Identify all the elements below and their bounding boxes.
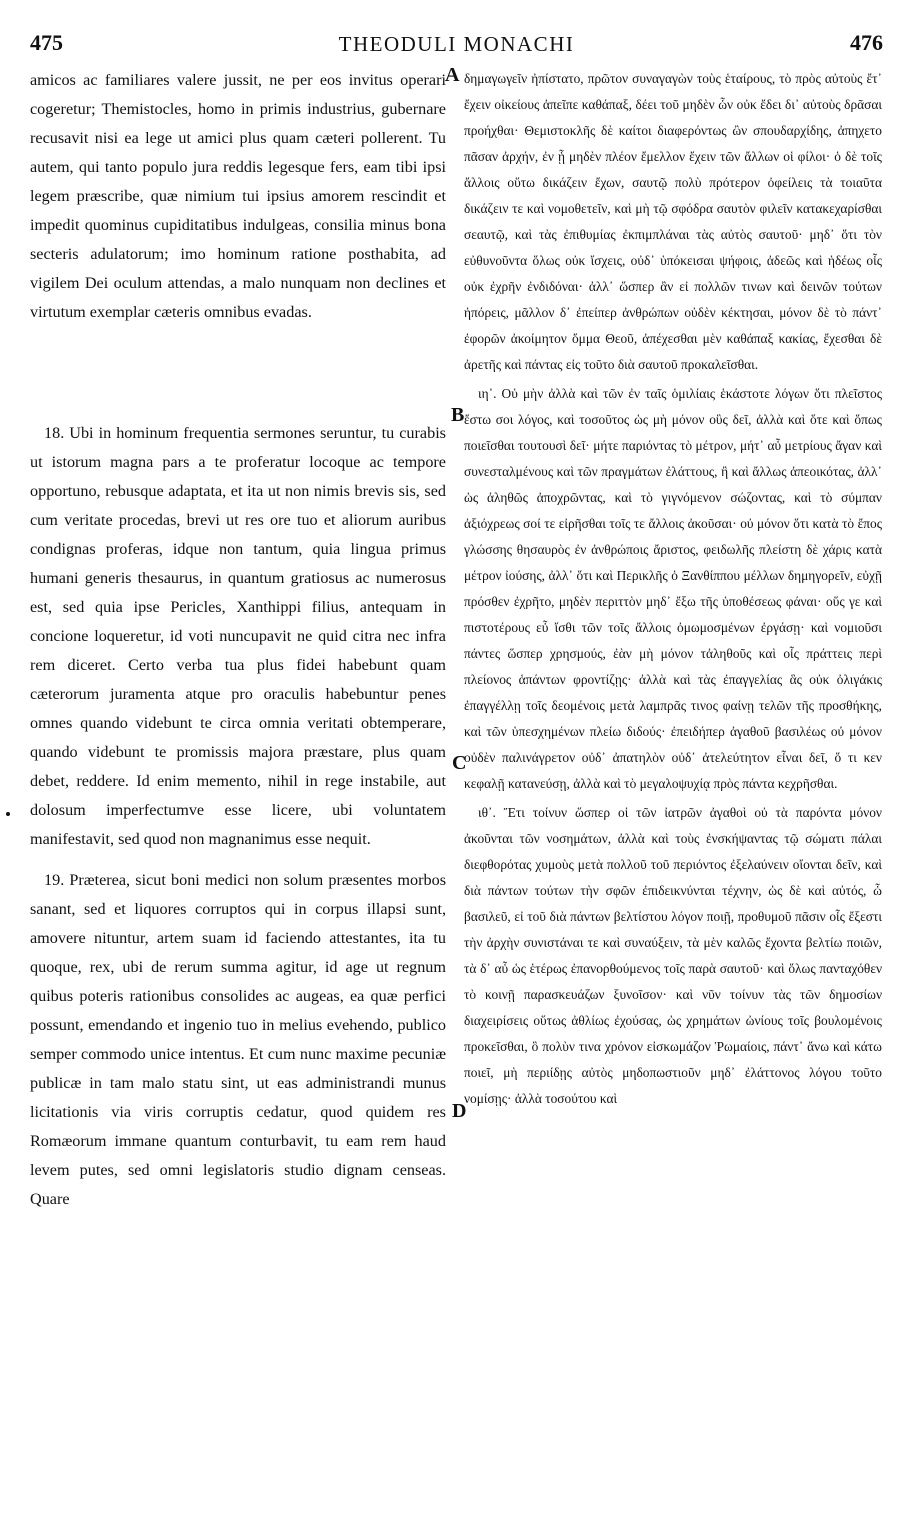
latin-paragraph-19: 19. Præterea, sicut boni medici non solum præsentes morbos sanant, sed et liquores corruptos qui in corpus illapsi sunt, amovere nituntur, artem suam id faciendo attestantes, ita tu quoque, rex, ubi de rerum summa agitur, id age ut regnum quibus poteris rationibus consolides ac augeas, ea quæ perfici possunt, emendando et ingenio tuo in melius evehendo, publico semper commodo unice intentus. Et cum nunc maxime pecuniæ publicæ in tam malo statu sint, ut eas administrandi munus licitationis via viris corruptis cedatur, quod quidem res Romæorum immane quantum conturbavit, tu eam rem haud levem putes, sed omni legislatoris studio dignam censeas. Quare <box>30 871 446 1208</box>
latin-column <box>30 66 446 1214</box>
stray-ink-dot <box>6 812 10 816</box>
latin-paragraph-18: 18. Ubi in hominum frequentia sermones seruntur, tu curabis ut istorum magna pars a te proferatur locoque ac tempore opportuno, rebusque adaptata, et ita ut non nimis brevis sis, sed cum veritate procedas, brevi ut res ore tuo et aliorum auribus condignas proferas, idque non tantum, quia lingua primus humani generis thesaurus, in quantum gratiosus ac numerosus est, sed quia ipse Pericles, Xanthippi filius, antequam in concione loqueretur, id voti nuncupavit ne quid citra nec infra rem diceret. Certo verba tua plus fidei habebunt quam cæterorum juramenta atque pro oraculis habebuntur penes omnes quando videbunt te circa omnia veritati obtemperare, quando videbunt te promissis majora præstare, plus quam debet, reddere. Id enim memento, nihil in rege instabile, aut dolosum imperfectumve esse licere, ubi voluntatem manifestavit, sed quod non magnanimus esse nequit. <box>30 424 446 848</box>
greek-paragraph-17-end: δημαγωγεῖν ἠπίστατο, πρῶτον συναγαγὼν τοὺς ἑταίρους, τὸ πρὸς αὐτοὺς ἔτ᾽ ἔχειν οἰκείους ἀπεῖπε καθάπαξ, δέει τοῦ μηδὲν ὧν οὐκ ἔδει δι᾽ αὐτοὺς δρᾶσαι προήχθαι· Θεμιστοκλῆς δὲ καίτοι διαφερόντως ὢν σπουδαρχίδης, ἀπηχετο πᾶσαν ἀρχήν, ἐν ᾗ μηδὲν πλέον ἔμελλον ἔχειν τῶν ἄλλων οἱ φίλοι· ὁ δὲ τοῖς ἄλλοις οὕτω δικάζειν ἔχων, σαυτῷ πολὺ πρότερον ὀφείλεις τὰ τοιαῦτα δικάζειν τε καὶ νομοθετεῖν, καὶ μὴ τῷ σφόδρα σαυτὸν φιλεῖν κατακεχαρίσθαι σεαυτῷ, καὶ τὰς ἐπιθυμίας ἐκπιμπλάναι τὰς αὐτὸς σαυτοῦ· μηδ᾽ ὅτι τὸν εὐθυνοῦντα ὅλως οὐκ ἴσχεις, οὐδ᾽ ὑπόκεισαι ψήφοις, ἀδεῶς καὶ ἡδέως οἷς οὐκ ἐχρῆν ἐνδιδόναι· ἀλλ᾽ ὥσπερ ἂν εἰ πολλῶν τινων καὶ δεινῶν τούτων ἠπόρεις, μᾶλλον δ᾽ ἐπείπερ ἀνθρώπων οὐδὲν κέκτησαι, μόνον δὲ τὸ πάντ᾽ ἐφορῶν ἀκοίμητον ὄμμα Θεοῦ, ἀπέχεσθαι μὲν καθάπαξ κακίας, ἔχεσθαι δὲ ἀρετῆς καὶ πάντας εἰς τοῦτο διὰ σαυτοῦ προκαλεῖσθαι. <box>464 71 882 372</box>
margin-marker-b: B <box>451 404 465 426</box>
greek-paragraph-18: ιη᾽. Οὐ μὴν ἀλλὰ καὶ τῶν ἐν ταῖς ὁμιλίαις ἑκάστοτε λόγων ὅτι πλεῖστος ἔστω σοι λόγος, καὶ τοσοῦτος ὡς μὴ μόνον οὓς δεῖ, ἀλλὰ καὶ ὅτε καὶ ὅπως ποιεῖσθαι τουτουσὶ δεῖ· μήτε παριόντας τὸ μέτρον, μήτ᾽ αὖ μετρίους ἄγαν καὶ συνεσταλμένους καὶ τῶν πραγμάτων ἐλάττους, ἢ καὶ ἄλλως ἀπεοικότας, ἀλλ᾽ ὡς ἀληθῶς ἀποχρῶντας, καὶ τὸ γιγνόμενον σώζοντας, καὶ τὸ σύμπαν ἀξιόχρεως σοί τε εἰρῆσθαι τοῖς τε ἄλλοις ἀκοῦσαι· οὐ μόνον ὅτι κατὰ τὸ ἔπος γλώσσης θησαυρὸς ἐν ἀνθρώποις ἄριστος, φειδωλῆς πλείστη δὲ χάρις κατὰ μέτρον ἰούσης, ἀλλ᾽ ὅτι καὶ Περικλῆς ὁ Ξανθίππου μέλλων δημηγορεῖν, εὐχῇ πρόσθεν ἐχρῆτο, μηδὲν περιττὸν μηδ᾽ ἔξω τῆς ὑποθέσεως φάναι· οὕς γε καὶ πιστοτέρους εὖ ἴσθι τῶν τοῖς ἄλλοις ὀμωμοσμένων ἐργάσῃ· καὶ νομιοῦσι πάντες ὥσπερ χρησμούς, ἐὰν μὴ μόνον τἀληθοῦς καὶ οἷς πράττεις περὶ πλείονος ἁπάντων φροντίζῃς· ἀλλὰ καὶ τὰς ἐπαγγελίας ἃς οὐκ ὀλιγάκις ἐπαγγέλλῃ τοῖς δεομένοις μετὰ λαμπρᾶς τινος φαίνῃ τελῶν τῆς προσθήκης, καὶ τῶν ὑπεσχημένων πλείω διδούς· ἐπειδήπερ ἀγαθοῦ βασιλέως οὐ μόνον οὐδὲν παλινάγρετον οὐδ᾽ ἀπατηλὸν οὐδ᾽ ἀτελεύτητον εἶναι δεῖ, ὅ τι κεν κεφαλῇ κατανεύσῃ, ἀλλὰ καὶ τὸ μεγαλοψυχίᾳ πρὸς πάντα κεχρῆσθαι. <box>464 386 882 791</box>
bottom-margin <box>0 1490 913 1540</box>
running-title: THEODULI MONACHI <box>338 32 575 56</box>
page-number-right: 476 <box>850 30 883 55</box>
latin-paragraph-17-end: amicos ac familiares valere jussit, ne per eos invitus operari cogeretur; Themistocles, homo in primis industrius, gubernare recusavit nisi ea lege ut amici plus quam cæteri pollerent. Tu autem, qui tanto populo jura reddis legesque fers, eam tibi ipsi legem præscribe, quæ nimium tui ipsius amorem rescindit et impedit quominus cupiditatibus indulgeas, consilia minus bona secteris adulatorum; imo hominum ratione posthabita, ad vigilem Dei oculum attendas, a malo nunquam non declines et virtutum exemplar cæteris omnibus evadas. <box>30 71 446 321</box>
greek-column <box>464 66 882 1112</box>
margin-marker-a: A <box>445 64 460 86</box>
page-header <box>30 30 883 66</box>
page-number-left: 475 <box>30 30 63 55</box>
margin-marker-c: C <box>452 752 467 774</box>
greek-paragraph-19: ιθ᾽. Ἔτι τοίνυν ὥσπερ οἱ τῶν ἰατρῶν ἀγαθοὶ οὐ τὰ παρόντα μόνον ἀκοῦνται τῶν νοσημάτων, ἀλλὰ καὶ τοὺς ἐνσκήψαντας τῷ σώματι πάλαι διεφθορότας χυμοὺς μετὰ πολλοῦ τοῦ περιόντος ἐξελαύνειν οἴονται δεῖν, καὶ διὰ πάντων τούτων τὴν σφῶν ἐπιδεικνύνται τέχνην, ὡς δὲ καὶ αὐτός, ὦ βασιλεῦ, εἰ τοῦ διὰ πάντων βελτίστου λόγον ποιῇ, προθυμοῦ πᾶσιν οἷς ἔξεστι τὴν ἀρχὴν συνιστάναι τε καὶ συναύξειν, τὰ μὲν καλῶς ἔχοντα βελτίω ποιῶν, τὰ δ᾽ αὖ ὡς ἑτέρως ἐπανορθούμενος τοῖς παρὰ σαυτοῦ· καὶ ὅλως πανταχόθεν τὸ κοινῇ παρασκευάζων ξυνοῖσον· καὶ νῦν τοίνυν τὰς τῶν δημοσίων διαχειρίσεις οὕτως ἀθλίως ἐχούσας, ὡς χρημάτων ὠνίους τοῖς βουλομένοις προκεῖσθαι, ὃ πολὺν τινα χρόνον εἰσκωμάζον Ῥωμαίοις, πάντ᾽ ἄνω καὶ κάτω ποιεῖ, μὴ περιίδῃς αὐτὸς μηδοπωστιοῦν μηδ᾽ ἐλάττονος λόγου τοῦτο νομίσῃς· ἀλλὰ τοσούτου καὶ <box>464 805 882 1106</box>
margin-marker-d: D <box>452 1100 467 1122</box>
